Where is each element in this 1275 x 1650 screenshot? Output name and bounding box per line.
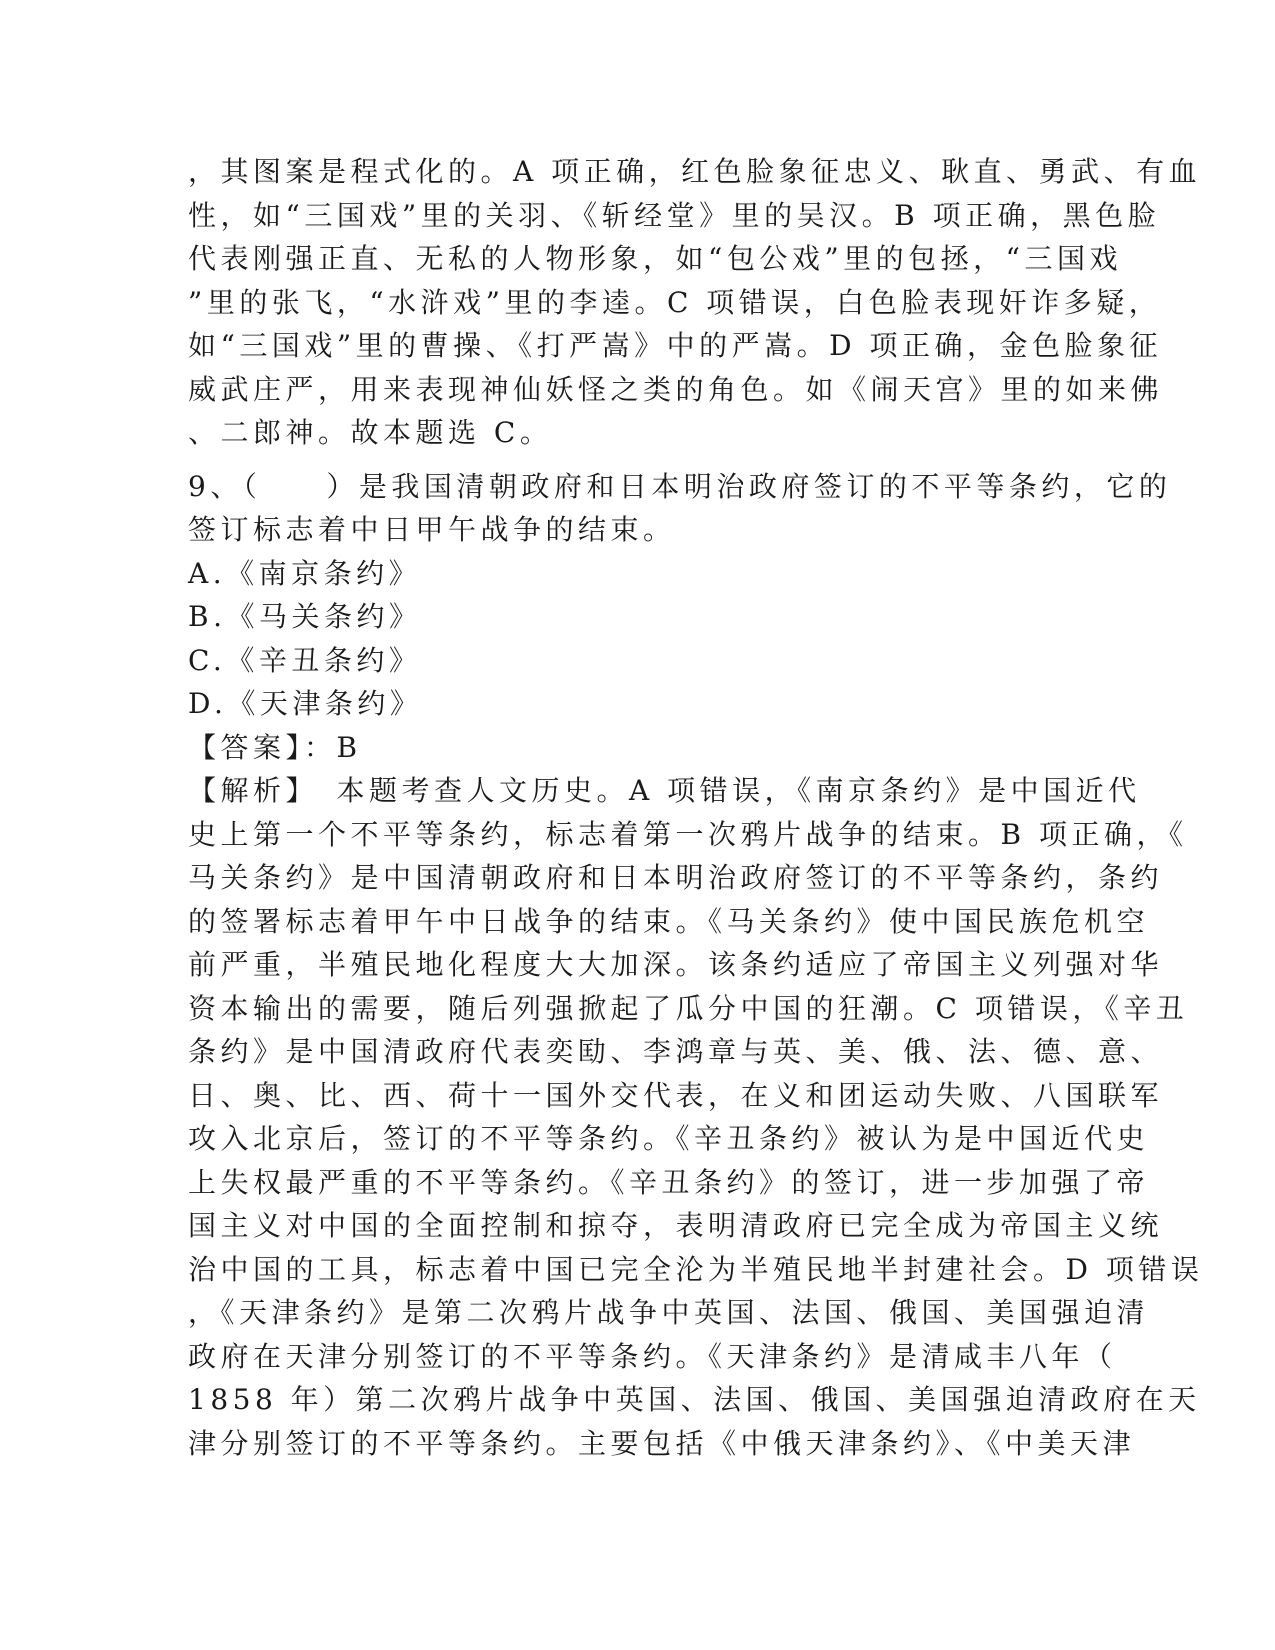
analysis-line: 资本输出的需要，随后列强掀起了瓜分中国的狂潮。C 项错误，《辛丑 [188,991,1189,1025]
question-9 [188,465,1204,1466]
analysis-line: ，《天津条约》是第二次鸦片战争中英国、法国、俄国、美国强迫清 [188,1296,1150,1329]
analysis-line: 国主义对中国的全面控制和掠夺，表明清政府已完全成为帝国主义统 [188,1209,1164,1242]
question-stem-line: 9、（ ）是我国清朝政府和日本明治政府签订的不平等条约，它的 [188,469,1172,503]
option-c: C.《辛丑条约》 [188,643,422,677]
text-line: 代表刚强正直、无私的人物形象，如“包公戏”里的包拯，“三国戏 [188,242,1122,275]
spacer [188,455,1088,465]
analysis-line: 政府在天津分别签订的不平等条约。《天津条约》是清咸丰八年（ [188,1339,1117,1373]
analysis [188,769,1204,1465]
option-a: A.《南京条约》 [188,556,422,590]
option-b: B.《马关条约》 [188,600,422,633]
text-line: 性，如“三国戏”里的关羽、《斩经堂》里的吴汉。B 项正确，黑色脸 [188,198,1161,232]
text-line: 、二郎神。故本题选 C。 [188,416,553,449]
analysis-line: 治中国的工具，标志着中国已完全沦为半殖民地半封建社会。D 项错误 [188,1252,1204,1286]
analysis-line: 的签署标志着甲午中日战争的结束。《马关条约》使中国民族危机空 [188,904,1150,938]
analysis-line: 【解析】 本题考查人文历史。A 项错误，《南京条约》是中国近代 [188,774,1141,807]
text-line: ，其图案是程式化的。A 项正确，红色脸象征忠义、耿直、勇武、有血 [188,155,1202,188]
option-d: D.《天津条约》 [188,687,423,720]
analysis-line: 日、奥、比、西、荷十一国外交代表，在义和团运动失败、八国联军 [188,1078,1164,1112]
analysis-line: 马关条约》是中国清朝政府和日本明治政府签订的不平等条约，条约 [188,861,1164,894]
text-line: 如“三国戏”里的曹操、《打严嵩》中的严嵩。D 项正确，金色脸象征 [188,329,1162,362]
answer-line: 【答案】：B [188,730,362,764]
analysis-line: 上失权最严重的不平等条约。《辛丑条约》的签订，进一步加强了帝 [188,1165,1150,1199]
analysis-line: 攻入北京后，签订的不平等条约。《辛丑条约》被认为是中国近代史 [188,1122,1150,1155]
analysis-line: 前严重，半殖民地化程度大大加深。该条约适应了帝国主义列强对华 [188,948,1164,981]
analysis-line: 史上第一个不平等条约，标志着第一次鸦片战争的结束。B 项正确，《 [188,817,1188,851]
option-list [188,552,1088,726]
analysis-line: 条约》是中国清政府代表奕劻、李鸿章与英、美、俄、法、德、意、 [188,1035,1164,1068]
text-line: ”里的张飞，“水浒戏”里的李逵。C 项错误，白色脸表现奸诈多疑， [188,285,1162,319]
previous-explanation [188,150,1202,455]
analysis-line: 津分别签订的不平等条约。主要包括《中俄天津条约》、《中美天津 [188,1426,1136,1460]
analysis-line: 1858 年）第二次鸦片战争中英国、法国、俄国、美国强迫清政府在天 [188,1383,1201,1416]
question-stem-line: 签订标志着中日甲午战争的结束。 [188,513,676,546]
text-line: 威武庄严，用来表现神仙妖怪之类的角色。如《闹天宫》里的如来佛 [188,372,1164,406]
page-content [188,150,1204,1465]
